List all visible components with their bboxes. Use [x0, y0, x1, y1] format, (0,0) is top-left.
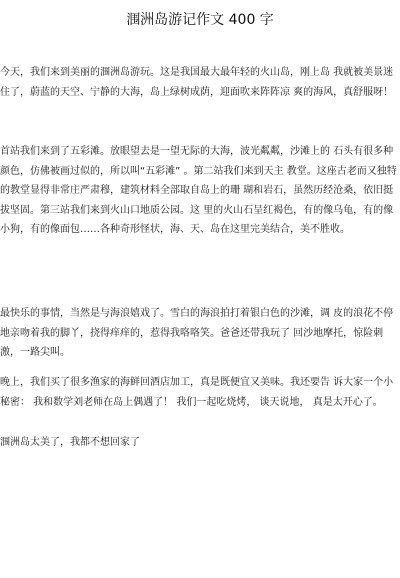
paragraph-3: 最快乐的事情，当然是与海浪嬉戏了。雪白的海浪拍打着银白色的沙滩，调 皮的浪花不停地亲吻着我的脚丫，挠得痒痒的，惹得我咯咯笑。爸爸还带我玩了 回沙地摩托，惊险刺激，一路尖叫。	[0, 308, 394, 358]
paragraph-1: 今天，我们来到美丽的涠洲岛游玩。这是我国最大最年轻的火山岛，刚上岛 我就被美景迷住了，蔚蓝的天空、宁静的大海，岛上绿树成荫，迎面吹来阵阵凉 爽的海风，真舒服呀！	[0, 67, 394, 98]
paragraph-5: 涠洲岛太美了，我都不想回家了	[0, 437, 140, 448]
article-title: 涠洲岛游记作文 400 字	[126, 12, 274, 28]
paragraph-4: 晚上，我们买了很多渔家的海鲜回酒店加工，真是既便宜又美味。我还要告 诉大家一个小秘密： 我和数学刘老师在岛上偶遇了！ 我们一起吃烧烤， 谈天说地， 真是太开心了。	[0, 377, 394, 408]
paragraph-2: 首站我们来到了五彩滩。放眼望去是一望无际的大海，波光粼粼，沙滩上的 石头有很多种颜色，仿佛被画过似的，所以叫“五彩滩” 。第二站我们来到天主 教堂。这座古老而又独特的教堂显得非常庄严肃穆，建筑材料全部取自岛上的珊 瑚和岩石，虽然历经沧桑，依旧挺拔坚固。第三站我们来到火山口地质公园。这 里的火山石呈红褐色，有的像乌龟，有的像小狗，有的像面包……各种奇形怪状，海、天、岛在这里完美结合，美不胜收。	[0, 146, 397, 235]
